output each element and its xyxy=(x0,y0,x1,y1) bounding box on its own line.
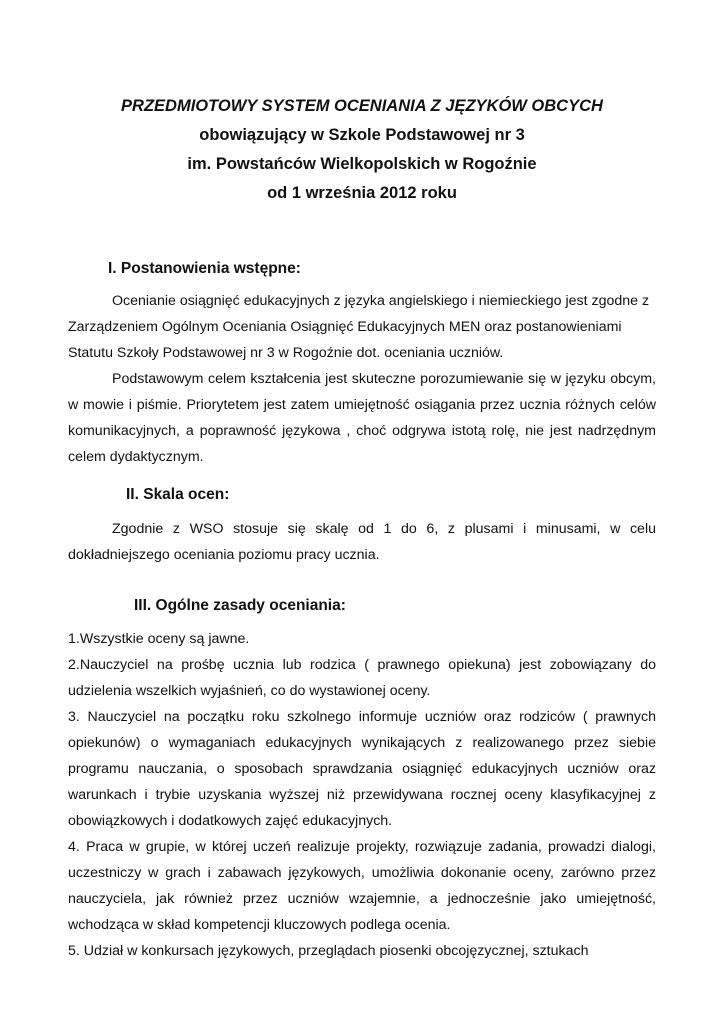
section2-paragraph1: Zgodnie z WSO stosuje się skalę od 1 do 6, z plusami i minusami, w celu dokładniejszego oceniania poziomu pracy ucznia. xyxy=(68,521,656,563)
section1-paragraph1-text: Ocenianie osiągnięć edukacyjnych z języka angielskiego i niemieckiego jest zgodne z Zarządzeniem Ogólnym Oceniania Osiągnięć Edukacyjnych MEN oraz postanowieniami Statutu Szkoły Podstawowej nr 3 w Rogoźnie dot. oceniania uczniów. xyxy=(68,293,650,361)
list-item: 5. Udział w konkursach językowych, przeglądach piosenki obcojęzycznej, sztukach xyxy=(68,943,589,959)
list-item: 4. Praca w grupie, w której uczeń realizuje projekty, rozwiązuje zadania, prowadzi dialogi, uczestniczy w grach i zabawach językowych, umożliwia dokonanie oceny, zarówno przez nauczyciela, jak również przez uczniów wzajemnie, a jednocześnie jako umiejętność, wchodząca w skład kompetencji kluczowych podlega ocenia. xyxy=(68,839,656,933)
list-item: 3. Nauczyciel na początku roku szkolnego informuje uczniów oraz rodziców ( prawnych opiekunów) o wymaganiach edukacyjnych wynikających z realizowanego przez siebie programu nauczania, o sposobach sprawdzania osiągnięć edukacyjnych uczniów oraz warunkach i trybie uzyskania wyższej niż przewidywana rocznej oceny klasyfikacyjnej z obowiązkowych i dodatkowych zajęć edukacyjnych. xyxy=(68,709,656,829)
title-date: od 1 września 2012 roku xyxy=(267,184,457,202)
document-title xyxy=(0,92,724,208)
section1-paragraph1 xyxy=(68,288,656,366)
section3-heading: III. Ogólne zasady oceniania: xyxy=(134,597,346,614)
title-school: obowiązujący w Szkole Podstawowej nr 3 xyxy=(199,126,525,144)
title-patron: im. Powstańców Wielkopolskich w Rogoźnie xyxy=(187,155,537,173)
list-item: 2.Nauczyciel na prośbę ucznia lub rodzica ( prawnego opiekuna) jest zobowiązany do udzielenia wszelkich wyjaśnień, co do wystawionej oceny. xyxy=(68,657,656,699)
section2-heading: II. Skala ocen: xyxy=(126,486,230,503)
list-item: 1.Wszystkie oceny są jawne. xyxy=(68,631,250,647)
section3-list xyxy=(68,626,656,964)
title-main: PRZEDMIOTOWY SYSTEM OCENIANIA Z JĘZYKÓW OBCYCH xyxy=(121,97,603,115)
section1-paragraph2: Podstawowym celem kształcenia jest skuteczne porozumiewanie się w języku obcym, w mowie i piśmie. Priorytetem jest zatem umiejętność osiągania przez ucznia różnych celów komunikacyjnych, a poprawność językowa , choć odgrywa istotą rolę, nie jest nadrzędnym celem dydaktycznym. xyxy=(68,371,656,465)
section1-heading: I. Postanowienia wstępne: xyxy=(108,260,301,277)
